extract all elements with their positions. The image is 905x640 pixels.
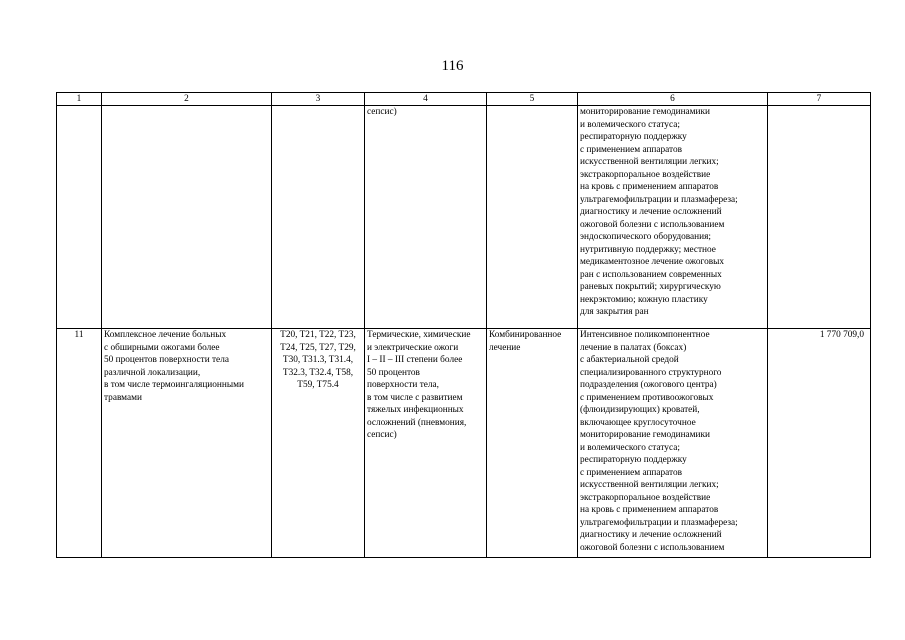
cell-line: Термические, химические	[367, 330, 471, 340]
cell-line: ожоговой болезни с использованием	[580, 542, 725, 553]
header-cell: 2	[102, 93, 272, 106]
cell-line: лечение в палатах (боксах)	[580, 342, 687, 353]
cell-line: ожоговой болезни с использованием	[580, 219, 725, 230]
cell-method	[578, 106, 768, 329]
cell-line: эндоскопического оборудования;	[580, 232, 711, 242]
cell-line: T20, T21, T22, T23,	[280, 330, 356, 340]
header-cell: 6	[578, 93, 768, 106]
cell-line: сепсис)	[367, 107, 397, 117]
cell-line: включающее круглосуточное	[580, 417, 696, 428]
cell-line: диагностику и лечение осложнений	[580, 207, 722, 217]
cell-line: в том числе с развитием	[367, 392, 463, 403]
header-cell: 4	[365, 93, 487, 106]
cell-name	[102, 106, 272, 329]
header-cell: 7	[768, 93, 871, 106]
cell-method	[578, 329, 768, 558]
cell-name	[102, 329, 272, 558]
cell-line: медикаментозное лечение ожоговых	[580, 257, 725, 267]
cell-line: T24, T25, T27, T29,	[280, 342, 356, 353]
cell-line: с применением противоожоговых	[580, 392, 714, 403]
table-row-continued	[57, 106, 871, 329]
header-cell: 1	[57, 93, 102, 106]
cell-line: экстракорпоральное воздействие	[580, 169, 711, 180]
cell-line: поверхности тела,	[367, 380, 440, 390]
cell-line: раневых покрытий; хирургическую	[580, 282, 721, 292]
cell-line: с абактериальной средой	[580, 355, 679, 365]
cell-line: 50 процентов поверхности тела	[104, 355, 229, 365]
cell-line: подразделения (ожогового центра)	[580, 380, 717, 390]
header-row	[57, 93, 871, 106]
cell-line: сепсис)	[367, 430, 397, 440]
cell-line: T32.3, T32.4, T58,	[282, 367, 354, 378]
cell-line: с применением аппаратов	[580, 467, 683, 478]
page-number: 116	[441, 58, 464, 74]
cell-line: искусственной вентиляции легких;	[580, 480, 719, 490]
cell-model	[365, 106, 487, 329]
cell-line: мониторирование гемодинамики	[580, 107, 711, 117]
cell-model	[365, 329, 487, 558]
header-cell: 3	[272, 93, 365, 106]
cell-line: ультрагемофильтрации и плазмафереза;	[580, 194, 738, 205]
cell-line: некрэктомию; кожную пластику	[580, 294, 708, 305]
cell-line: (флюидизирующих) кроватей,	[580, 405, 700, 415]
cell-cost: 1 770 709,0	[768, 329, 871, 558]
cell-number	[57, 106, 102, 329]
cell-treatment	[487, 329, 578, 558]
cell-line: ран с использованием современных	[580, 269, 722, 280]
header-cell: 5	[487, 93, 578, 106]
cell-line: T30, T31.3, T31.4,	[282, 355, 354, 365]
cell-line: различной локализации,	[104, 367, 201, 378]
cell-line: экстракорпоральное воздействие	[580, 492, 711, 503]
cell-line: специализированного структурного	[580, 367, 722, 378]
cell-line: респираторную поддержку	[580, 132, 687, 142]
cell-codes	[272, 329, 365, 558]
cell-line: для закрытия ран	[580, 307, 649, 317]
cell-line: на кровь с применением аппаратов	[580, 182, 719, 192]
cell-line: искусственной вентиляции легких;	[580, 157, 719, 167]
cell-line: тяжелых инфекционных	[367, 405, 464, 415]
cell-line: ультрагемофильтрации и плазмафереза;	[580, 517, 738, 528]
cell-line: T59, T75.4	[297, 380, 339, 390]
cell-line: и электрические ожоги	[367, 342, 459, 353]
cell-line: лечение	[489, 342, 521, 353]
cell-line: Комбинированное	[489, 330, 562, 340]
cell-line: с применением аппаратов	[580, 144, 683, 155]
cell-line: травмами	[104, 392, 142, 403]
cell-line: Интенсивное поликомпонентное	[580, 330, 710, 340]
table-row-11	[57, 329, 871, 558]
cell-line: респираторную поддержку	[580, 455, 687, 465]
cell-line: и волемического статуса;	[580, 119, 680, 130]
cell-line: Комплексное лечение больных	[104, 330, 227, 340]
cell-number: 11	[57, 329, 102, 558]
cell-line: с обширными ожогами более	[104, 342, 220, 353]
tariff-table	[56, 92, 871, 558]
cell-line: осложнений (пневмония,	[367, 417, 467, 428]
cell-line: нутритивную поддержку; местное	[580, 244, 716, 255]
cell-codes	[272, 106, 365, 329]
cell-line: в том числе термоингаляционными	[104, 380, 244, 390]
cell-line: и волемического статуса;	[580, 442, 680, 453]
cell-cost	[768, 106, 871, 329]
cell-treatment	[487, 106, 578, 329]
cell-line: на кровь с применением аппаратов	[580, 505, 719, 515]
cell-line: 50 процентов	[367, 367, 420, 378]
cell-line: диагностику и лечение осложнений	[580, 530, 722, 540]
cell-line: I – II – III степени более	[367, 355, 463, 365]
cell-line: мониторирование гемодинамики	[580, 430, 711, 440]
